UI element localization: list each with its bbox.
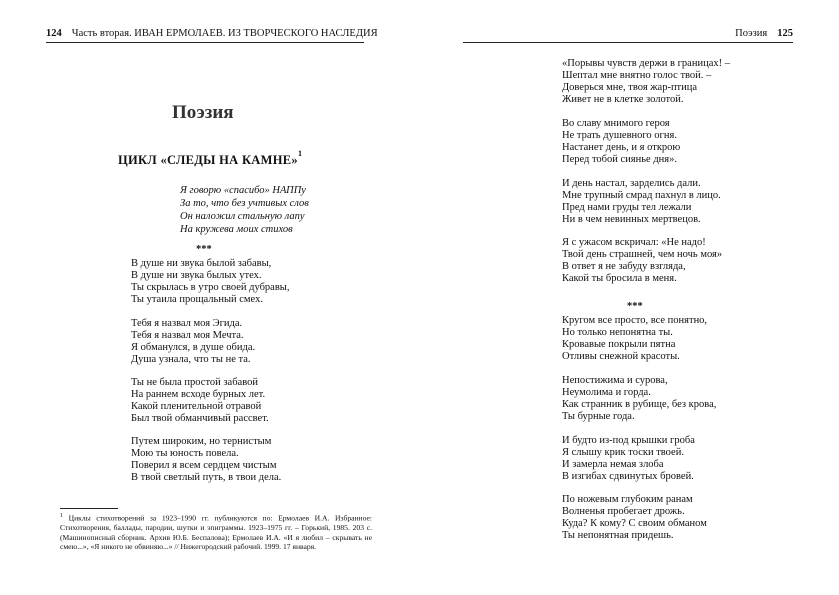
- verse-line: Волненья пробегает дрожь.: [562, 506, 685, 517]
- cycle-footnote-mark: 1: [297, 149, 303, 158]
- verse-line: Мне трупный смрад пахнул в лицо.: [562, 190, 721, 201]
- stanza: [562, 494, 707, 542]
- left-page-number: 124: [46, 28, 62, 39]
- epigraph-line: Я говорю «спасибо» НАППу: [180, 185, 306, 196]
- stanza: [562, 375, 716, 423]
- verse-line: Кровавые покрыли пятна: [562, 339, 676, 350]
- verse-line: Пред нами груды тел лежали: [562, 202, 692, 213]
- stanza: [562, 178, 721, 226]
- right-running-head-text: Поэзия: [735, 28, 768, 39]
- stanza: [562, 237, 722, 285]
- section-title: Поэзия: [172, 102, 234, 123]
- verse-line: И будто из-под крышки гроба: [562, 435, 695, 446]
- stanza-mark: ***: [627, 301, 643, 312]
- verse-line: Неумолима и горда.: [562, 387, 651, 398]
- footnote-mark: 1: [60, 513, 63, 519]
- verse-line: В душе ни звука былой забавы,: [131, 258, 272, 269]
- stanza: [131, 436, 281, 484]
- verse-line: Ни в чем невинных мертвецов.: [562, 214, 701, 225]
- stanza: [131, 318, 255, 366]
- verse-line: Я с ужасом вскричал: «Не надо!: [562, 237, 706, 248]
- verse-line: Во славу мнимого героя: [562, 118, 670, 129]
- verse-line: Доверься мне, твоя жар-птица: [562, 82, 698, 93]
- verse-line: Тебя я назвал моя Мечта.: [131, 330, 244, 341]
- stanza: [562, 435, 695, 483]
- verse-line: Путем широким, но тернистым: [131, 436, 272, 447]
- verse-line: Ты утаила прощальный смех.: [131, 294, 263, 305]
- verse-line: Был твой обманчивый рассвет.: [131, 413, 269, 424]
- cycle-title: [118, 149, 303, 168]
- verse-line: По ножевым глубоким ранам: [562, 494, 693, 505]
- verse-line: «Порывы чувств держи в границах! –: [562, 58, 730, 69]
- verse-line: Живет не в клетке золотой.: [562, 94, 684, 105]
- verse-line: И замерла немая злоба: [562, 459, 664, 470]
- verse-line: Тебя я назвал моя Эгида.: [131, 318, 243, 329]
- verse-line: Непостижима и сурова,: [562, 375, 668, 386]
- footnote: [60, 512, 372, 552]
- verse-line: Твой день страшней, чем ночь моя»: [562, 249, 723, 260]
- verse-line: В твой светлый путь, в твои дела.: [131, 472, 282, 483]
- verse-line: В душе ни звука былых утех.: [131, 270, 262, 281]
- cycle-title-text: ЦИКЛ «СЛЕДЫ НА КАМНЕ»: [118, 153, 298, 168]
- verse-line: Не трать душевного огня.: [562, 130, 677, 141]
- right-running-head: [463, 28, 793, 43]
- verse-line: Какой пленительной отравой: [131, 401, 262, 412]
- stanza: [562, 58, 730, 106]
- stanza-mark: ***: [196, 244, 212, 255]
- verse-line: На раннем всходе бурных лет.: [131, 389, 266, 400]
- verse-line: Отливы снежной красоты.: [562, 351, 680, 362]
- stanza: [131, 377, 269, 425]
- verse-line: Ты бурные года.: [562, 411, 635, 422]
- stanza: [562, 118, 680, 166]
- verse-line: И день настал, зарделись дали.: [562, 178, 701, 189]
- epigraph: [180, 184, 309, 236]
- left-running-head: [46, 28, 378, 43]
- verse-line: Кругом все просто, все понятно,: [562, 315, 708, 326]
- stanza: [131, 258, 289, 306]
- verse-line: В изгибах сдвинутых бровей.: [562, 471, 694, 482]
- verse-line: Мою ты юность повела.: [131, 448, 239, 459]
- verse-line: Я обманулся, в душе обида.: [131, 342, 256, 353]
- verse-line: Ты не была простой забавой: [131, 377, 258, 388]
- epigraph-line: Он наложил стальную лапу: [180, 211, 305, 222]
- verse-line: Как странник в рубище, без крова,: [562, 399, 717, 410]
- footnote-rule: [60, 508, 118, 509]
- left-running-head-text: Часть вторая. ИВАН ЕРМОЛАЕВ. ИЗ ТВОРЧЕСКОГО НАСЛЕДИЯ: [71, 28, 378, 39]
- right-page-number: 125: [777, 28, 793, 39]
- verse-line: Я слышу крик тоски твоей.: [562, 447, 684, 458]
- epigraph-line: За то, что без учтивых слов: [180, 198, 309, 209]
- verse-line: Душа узнала, что ты не та.: [131, 354, 251, 365]
- verse-line: Куда? К кому? С своим обманом: [562, 518, 707, 529]
- epigraph-line: На кружева моих стихов: [180, 224, 293, 235]
- verse-line: Шептал мне внятно голос твой. –: [562, 70, 712, 81]
- footnote-text: Циклы стихотворений за 1923–1990 гг. публикуются по: Ермолаев И.А. Избранное: Стихотворения, баллады, пародии, шутки и эпиграммы. 1923–1975 гг. – Горький, 1985. 203 с. (Машинописный сборник. Архив Ю.Б. Беспалова); Ермолаев И.А. «И я любил – скрывать не смею...», «Я никого не обвиняю...» // Нижегородский рабочий. 1999. 17 января.: [60, 513, 372, 552]
- verse-line: Поверил я всем сердцем чистым: [131, 460, 277, 471]
- stanza: [562, 315, 707, 363]
- verse-line: В ответ я не забуду взгляда,: [562, 261, 686, 272]
- right-page: [420, 0, 839, 595]
- verse-line: Какой ты бросила в меня.: [562, 273, 677, 284]
- verse-line: Ты непонятная придешь.: [562, 530, 674, 541]
- verse-line: Перед тобой сиянье дня».: [562, 154, 677, 165]
- verse-line: Но только непонятна ты.: [562, 327, 673, 338]
- verse-line: Ты скрылась в утро своей дубравы,: [131, 282, 290, 293]
- left-page: [0, 0, 419, 595]
- verse-line: Настанет день, и я открою: [562, 142, 681, 153]
